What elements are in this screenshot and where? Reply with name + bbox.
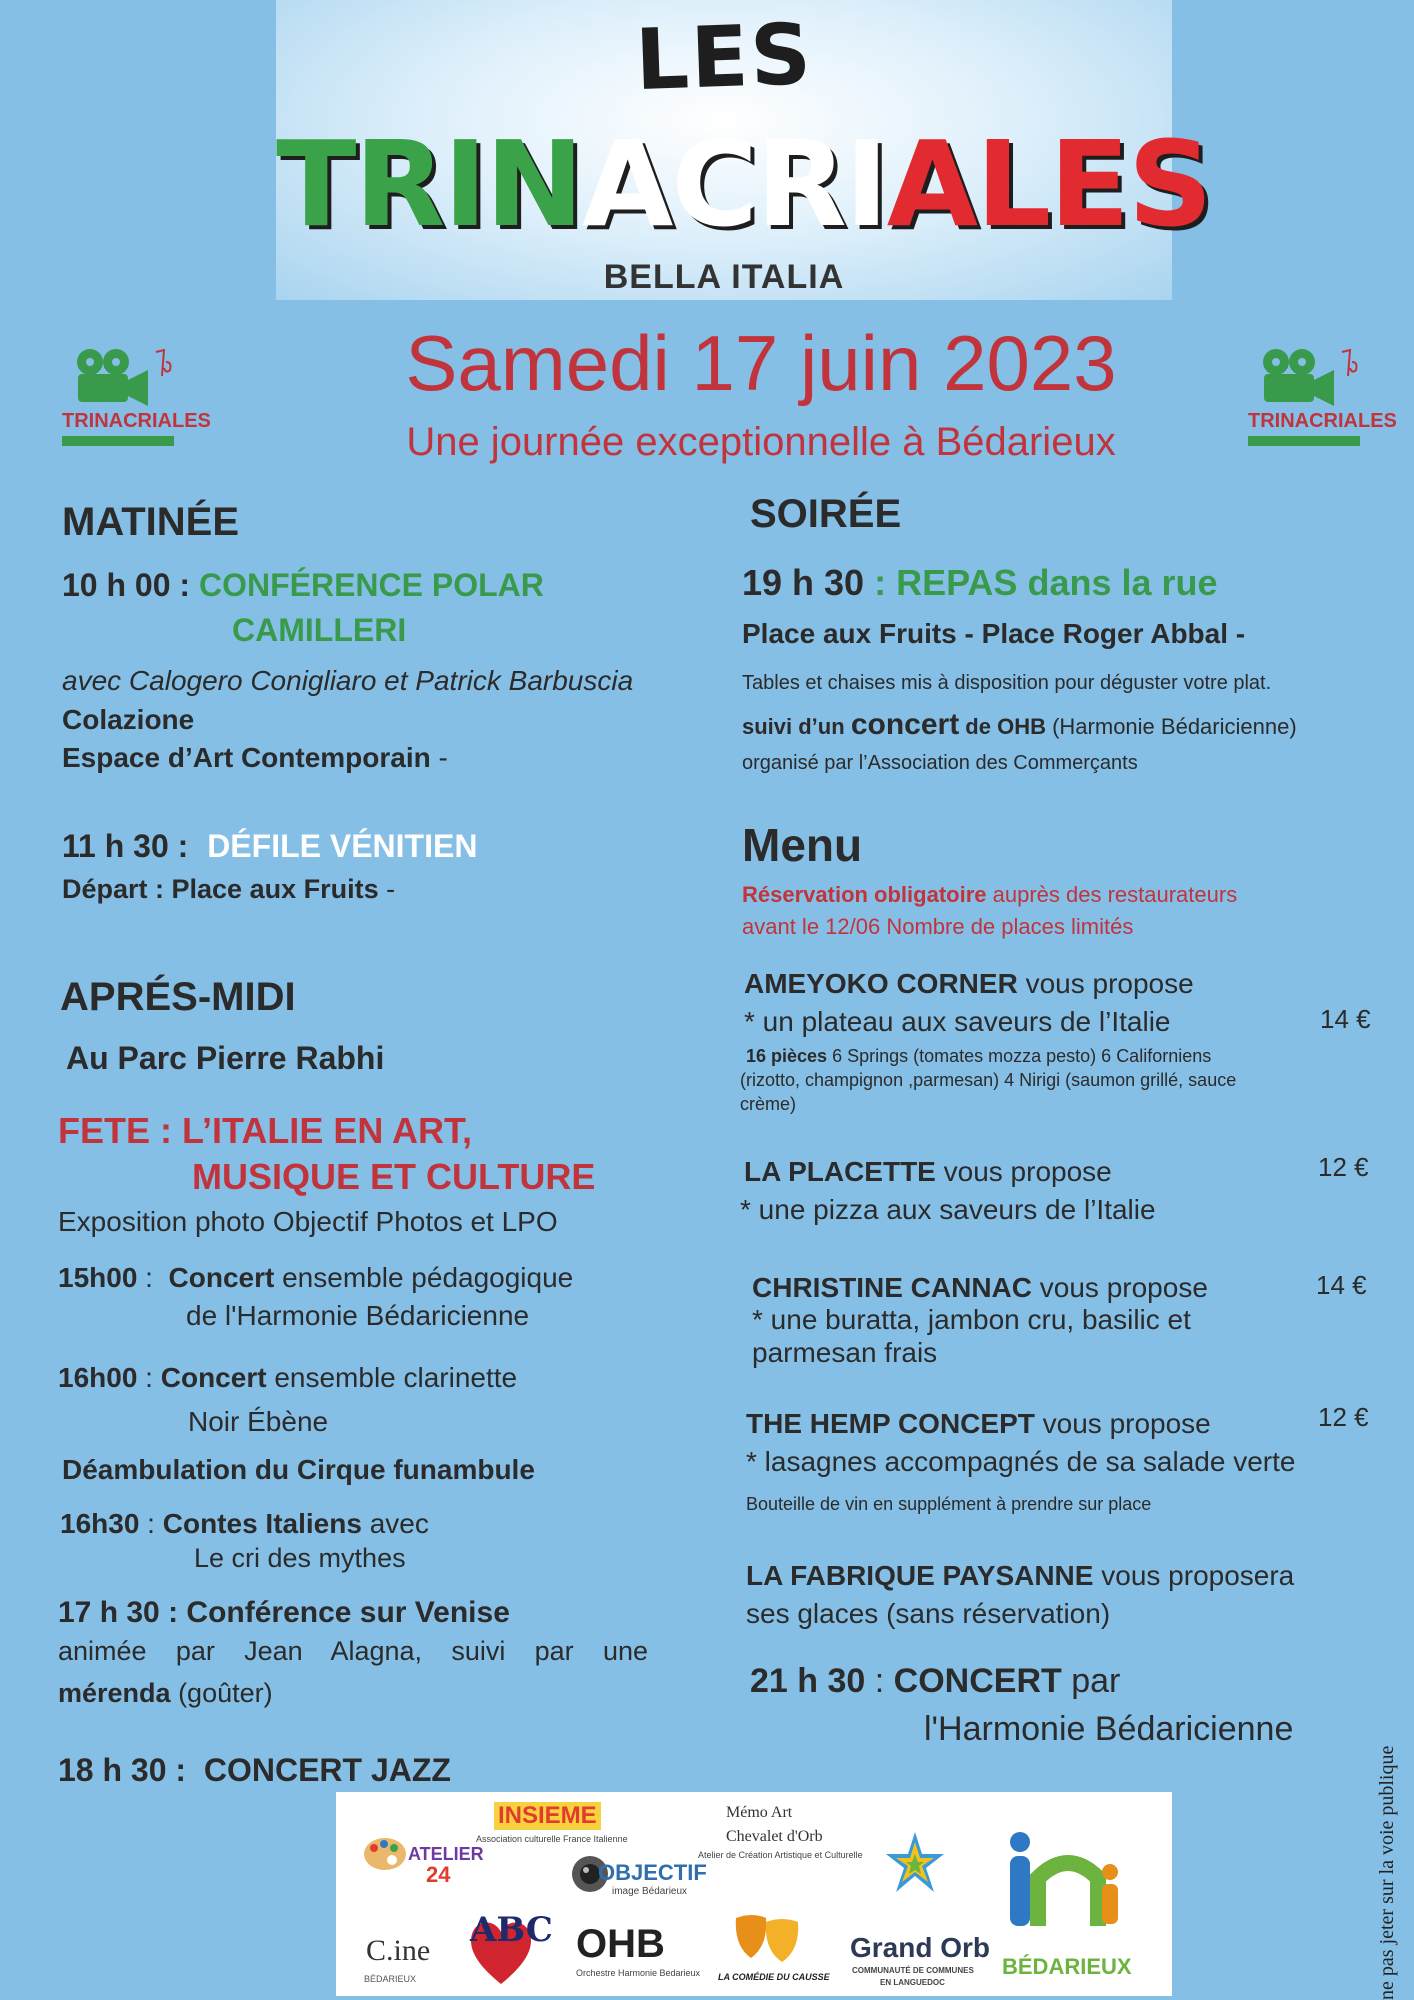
banner-les: LES bbox=[633, 4, 815, 110]
restaurant-3-dish-line2: parmesan frais bbox=[752, 1337, 938, 1368]
de-ohb-text: de OHB bbox=[959, 714, 1046, 739]
event-time: 16h00 bbox=[58, 1362, 138, 1393]
event-place-name: Espace d’Art Contemporain bbox=[62, 742, 431, 773]
detail-bold: 16 pièces bbox=[746, 1046, 828, 1066]
concert-ohb-text bbox=[742, 708, 1297, 742]
menu-heading: Menu bbox=[742, 819, 863, 871]
side-logo-label: TRINACRIALES bbox=[62, 410, 211, 432]
event-time: 19 h 30 bbox=[742, 562, 865, 603]
restaurant-1-price: 14 € bbox=[1320, 1004, 1371, 1034]
soiree-heading: SOIRÉE bbox=[750, 492, 902, 536]
park-name: Au Parc Pierre Rabhi bbox=[66, 1040, 385, 1076]
final-concert bbox=[750, 1662, 1120, 1701]
restaurant-propose: vous propose bbox=[1032, 1272, 1208, 1303]
palette-icon bbox=[362, 1834, 408, 1874]
sponsor-grandorb: Grand Orb bbox=[850, 1932, 991, 1963]
restaurant-3-dish-line1: * une buratta, jambon cru, basilic et bbox=[752, 1304, 1191, 1335]
restaurant-propose: vous propose bbox=[1017, 968, 1194, 999]
event-title: Contes Italiens bbox=[162, 1508, 362, 1539]
reservation-bold: Réservation obligatoire bbox=[742, 882, 987, 907]
detail-text: 6 Springs (tomates mozza pesto) 6 Californiens bbox=[827, 1046, 1212, 1066]
concert-word: concert bbox=[850, 708, 960, 741]
theater-masks-icon bbox=[732, 1912, 802, 1968]
fete-title-line1: FETE : L’ITALIE EN ART, bbox=[58, 1110, 472, 1151]
restaurant-name: AMEYOKO CORNER bbox=[744, 968, 1018, 999]
restaurant-2-price: 12 € bbox=[1318, 1152, 1369, 1182]
restaurant-1-detail-line2: (rizotto, champignon ,parmesan) 4 Nirigi (saumon grillé, sauce bbox=[740, 1070, 1237, 1090]
sponsor-insieme-sub: Association culturelle France Italienne bbox=[476, 1834, 628, 1844]
event-1000 bbox=[62, 567, 544, 604]
restaurant-3-price: 14 € bbox=[1316, 1270, 1367, 1300]
event-place-dash: - bbox=[430, 742, 448, 773]
event-1830 bbox=[58, 1752, 451, 1789]
ribbon-icon bbox=[1340, 348, 1360, 378]
restaurant-4-dish: * lasagnes accompagnés de sa salade verte bbox=[746, 1446, 1296, 1477]
sponsor-ohb: OHB bbox=[576, 1922, 665, 1966]
restaurant-4-header bbox=[746, 1408, 1211, 1440]
restaurant-name: CHRISTINE CANNAC bbox=[752, 1272, 1032, 1303]
sponsor-cine-sub: BÉDARIEUX bbox=[364, 1974, 417, 1984]
sponsor-objectif: OBJECTIF bbox=[598, 1860, 707, 1885]
tables-text: Tables et chaises mis à disposition pour déguster votre plat. bbox=[742, 672, 1272, 694]
harmonie-text: (Harmonie Bédaricienne) bbox=[1045, 714, 1297, 739]
sponsor-cine: C.ine bbox=[366, 1934, 431, 1967]
restaurant-4-price: 12 € bbox=[1318, 1402, 1369, 1432]
sponsor-chevalet: Chevalet d'Orb bbox=[726, 1828, 823, 1845]
deambulation-text: Déambulation du Cirque funambule bbox=[62, 1454, 535, 1485]
film-camera-icon bbox=[72, 348, 152, 408]
restaurant-3-header bbox=[752, 1272, 1208, 1304]
banner-title-part1: TRIN bbox=[276, 115, 583, 253]
restaurant-propose: vous proposera bbox=[1093, 1560, 1295, 1591]
grand-orb-star-icon bbox=[884, 1830, 946, 1900]
restaurant-1-dish: * un plateau aux saveurs de l’Italie bbox=[744, 1006, 1171, 1037]
side-logo-left bbox=[62, 348, 211, 458]
event-colon: : bbox=[137, 1262, 153, 1293]
side-logo-right bbox=[1248, 348, 1397, 458]
event-1730 bbox=[58, 1596, 510, 1630]
restaurant-1-detail bbox=[746, 1046, 1211, 1067]
event-1930 bbox=[742, 562, 1218, 604]
sponsor-bedarieux: BÉDARIEUX bbox=[1002, 1954, 1132, 1979]
bedarieux-logo-icon bbox=[998, 1828, 1138, 1938]
apres-midi-heading: APRÉS-MIDI bbox=[60, 975, 296, 1019]
event-description: ensemble pédagogique bbox=[274, 1262, 574, 1293]
event-1600-line2: Noir Ébène bbox=[188, 1406, 329, 1437]
restaurant-name: THE HEMP CONCEPT bbox=[746, 1408, 1035, 1439]
restaurant-2-header bbox=[744, 1156, 1112, 1188]
event-description: avec bbox=[361, 1508, 429, 1539]
event-place bbox=[62, 874, 395, 905]
fete-title-line2: MUSIQUE ET CULTURE bbox=[192, 1156, 596, 1197]
event-date: Samedi 17 juin 2023 bbox=[405, 319, 1117, 407]
event-description: ensemble clarinette bbox=[266, 1362, 518, 1393]
sponsor-atelier-num: 24 bbox=[426, 1862, 451, 1887]
event-colazione: Colazione bbox=[62, 704, 195, 735]
merenda-word: mérenda bbox=[58, 1678, 171, 1708]
sponsor-insieme: INSIEME bbox=[494, 1802, 601, 1830]
repas-place: Place aux Fruits - Place Roger Abbal - bbox=[742, 618, 1246, 649]
banner-title-part3: ALES bbox=[886, 115, 1211, 253]
sponsor-atelier: ATELIER bbox=[408, 1844, 484, 1864]
reservation-deadline: avant le 12/06 Nombre de places limités bbox=[742, 914, 1134, 939]
sponsor-memo: Mémo Art bbox=[726, 1804, 793, 1821]
restaurant-propose: vous propose bbox=[1034, 1408, 1211, 1439]
restaurant-name: LA FABRIQUE PAYSANNE bbox=[746, 1560, 1094, 1591]
restaurant-1-detail-line3: crème) bbox=[740, 1094, 797, 1114]
sponsor-objectif-sub: image Bédarieux bbox=[612, 1886, 688, 1897]
event-1500-line2: de l'Harmonie Bédaricienne bbox=[186, 1300, 530, 1331]
side-note: ne pas jeter sur la voie publique bbox=[1376, 1745, 1398, 2000]
event-time: 18 h 30 : bbox=[58, 1752, 187, 1788]
final-concert-line2: l'Harmonie Bédaricienne bbox=[924, 1710, 1294, 1748]
sponsor-ohb-sub: Orchestre Harmonie Bedarieux bbox=[576, 1968, 701, 1978]
restaurant-1-header bbox=[744, 968, 1194, 1000]
event-time: 16h30 bbox=[60, 1508, 140, 1539]
event-concert-word: Concert bbox=[168, 1262, 275, 1293]
suivi-text: suivi d’un bbox=[742, 714, 845, 739]
event-place bbox=[62, 742, 448, 774]
sponsors-panel bbox=[336, 1792, 1172, 1996]
matinee-heading: MATINÉE bbox=[62, 500, 240, 544]
event-1600 bbox=[58, 1362, 517, 1394]
event-title: Conférence sur Venise bbox=[186, 1596, 510, 1629]
reservation-text bbox=[742, 882, 1237, 908]
event-time: 21 h 30 bbox=[750, 1662, 866, 1700]
restaurant-2-dish: * une pizza aux saveurs de l’Italie bbox=[740, 1194, 1156, 1225]
ribbon-icon bbox=[154, 348, 174, 378]
wine-note: Bouteille de vin en supplément à prendre sur place bbox=[746, 1494, 1152, 1514]
restaurant-propose: vous propose bbox=[935, 1156, 1112, 1187]
event-time: 11 h 30 : bbox=[62, 828, 189, 864]
exposition-text: Exposition photo Objectif Photos et LPO bbox=[58, 1206, 558, 1237]
gouter-word: (goûter) bbox=[170, 1678, 273, 1708]
side-logo-bar bbox=[62, 436, 174, 446]
event-1630-line2: Le cri des mythes bbox=[194, 1543, 406, 1573]
event-concert-word: Concert bbox=[160, 1362, 267, 1393]
organise-text: organisé par l’Association des Commerçants bbox=[742, 752, 1138, 774]
event-title: : REPAS dans la rue bbox=[864, 562, 1218, 603]
event-time: 15h00 bbox=[58, 1262, 138, 1293]
side-logo-bar bbox=[1248, 436, 1360, 446]
event-title: CONFÉRENCE POLAR bbox=[198, 567, 544, 603]
event-colon: : bbox=[865, 1662, 894, 1700]
event-title: CONCERT JAZZ bbox=[203, 1752, 451, 1788]
event-time: 17 h 30 : bbox=[58, 1596, 179, 1629]
event-1130 bbox=[62, 828, 477, 865]
banner-title-part2: ACRI bbox=[582, 115, 887, 253]
event-title: DÉFILE VÉNITIEN bbox=[207, 828, 478, 864]
event-title: CONCERT bbox=[893, 1662, 1062, 1700]
title-banner bbox=[276, 0, 1211, 300]
sponsor-abc: ABC bbox=[470, 1910, 553, 1950]
sponsor-grandorb-sub1: COMMUNAUTÉ DE COMMUNES bbox=[852, 1966, 974, 1975]
sponsor-chevalet-sub: Atelier de Création Artistique et Culturelle bbox=[698, 1850, 863, 1860]
banner-subtitle: BELLA ITALIA bbox=[603, 258, 845, 296]
side-logo-label: TRINACRIALES bbox=[1248, 410, 1397, 432]
event-colon: : bbox=[139, 1508, 163, 1539]
event-place-dash: - bbox=[378, 874, 396, 904]
restaurant-5-line2: ses glaces (sans réservation) bbox=[746, 1598, 1111, 1629]
event-par: par bbox=[1061, 1662, 1121, 1700]
sponsor-comedie: LA COMÉDIE DU CAUSSE bbox=[718, 1972, 830, 1982]
tagline: Une journée exceptionnelle à Bédarieux bbox=[406, 420, 1116, 464]
sponsor-grandorb-sub2: EN LANGUEDOC bbox=[880, 1978, 945, 1987]
event-time: 10 h 00 : bbox=[62, 567, 191, 603]
event-colon: : bbox=[137, 1362, 161, 1393]
event-1730-line2: animée par Jean Alagna, suivi par une bbox=[58, 1636, 648, 1666]
banner-title bbox=[276, 115, 1211, 253]
event-1630 bbox=[60, 1508, 429, 1540]
event-1730-line3 bbox=[58, 1678, 273, 1709]
event-place-name: Départ : Place aux Fruits bbox=[62, 874, 379, 904]
event-title-line2: CAMILLERI bbox=[232, 612, 407, 648]
reservation-rest: auprès des restaurateurs bbox=[986, 882, 1238, 907]
restaurant-5-header bbox=[746, 1560, 1294, 1592]
event-1500 bbox=[58, 1262, 573, 1294]
event-speakers: avec Calogero Conigliaro et Patrick Barbuscia bbox=[62, 665, 634, 696]
restaurant-name: LA PLACETTE bbox=[744, 1156, 936, 1187]
film-camera-icon bbox=[1258, 348, 1338, 408]
